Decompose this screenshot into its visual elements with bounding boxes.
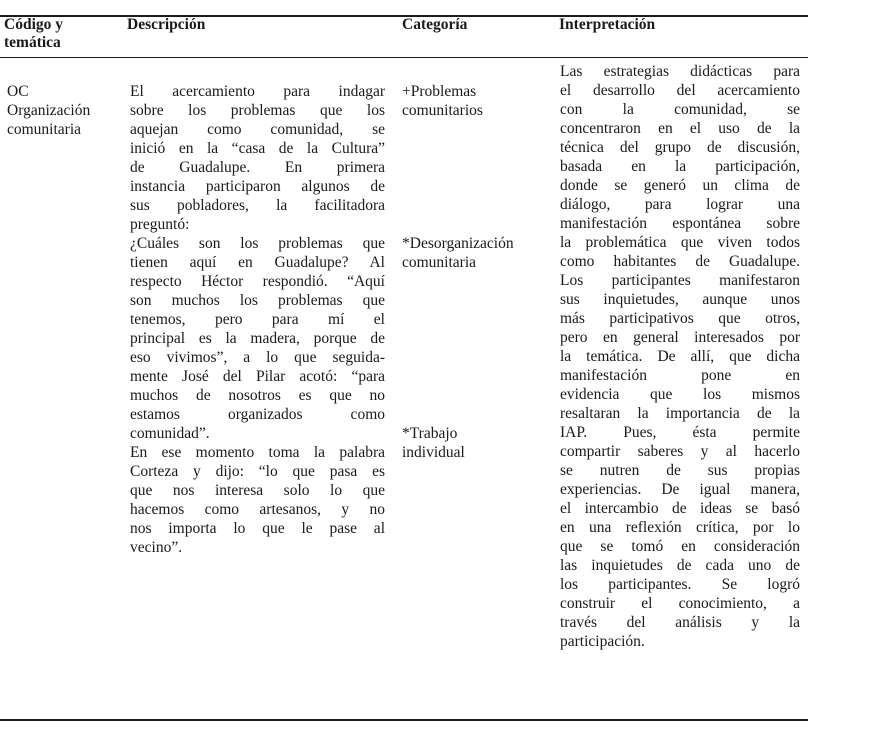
cell-codigo [7,82,122,139]
interpretacion-line: la problemática que viven todos [560,234,800,251]
categoria-line: +Problemas [402,83,477,100]
descripcion-line: comunidad”. [130,425,210,442]
descripcion-line: hacemos como artesanos, y no [130,501,385,518]
descripcion-line: inició en la “casa de la Cultura” [130,140,385,157]
interpretacion-line: que se tomó en consideración [560,538,800,555]
interpretacion-line: sus inquietudes, aunque unos [560,291,800,308]
interpretacion-line: concentraron en el uso de la [560,120,800,137]
interpretacion-line: diálogo, para lograr una [560,196,800,213]
categoria-item [402,82,562,120]
descripcion-line: El acercamiento para indagar [130,83,385,100]
header-interpretacion: Interpretación [559,16,656,33]
descripcion-line: tenemos, pero para mí el [130,311,385,328]
descripcion-line: sus pobladores, la facilitadora [130,197,385,214]
descripcion-line: eso vivimos”, a lo que seguida- [130,349,385,366]
interpretacion-line: las inquietudes de cada uno de [560,557,800,574]
interpretacion-line: los participantes. Se logró [560,576,800,593]
interpretacion-line: se nutren de sus propias [560,462,800,479]
descripcion-line: vecino”. [130,539,183,556]
interpretacion-line: Las estrategias didácticas para [560,63,800,80]
interpretacion-line: construir el conocimiento, a [560,595,800,612]
table-bottom-rule [0,719,808,721]
descripcion-line: tienen aquí en Guadalupe? Al [130,254,385,271]
interpretacion-line: en una reflexión crítica, por lo [560,519,800,536]
header-categoria: Categoría [402,16,468,33]
categoria-line: individual [402,444,465,461]
cell-descripcion [130,82,385,557]
interpretacion-line: manifestación espontánea sobre [560,215,800,232]
interpretacion-line: con la comunidad, se [560,101,800,118]
descripcion-line: de Guadalupe. En primera [130,159,385,176]
descripcion-line: En ese momento toma la palabra [130,444,385,461]
interpretacion-line: donde se generó un clima de [560,177,800,194]
descripcion-line: que nos interesa solo lo que [130,482,385,499]
descripcion-line: son muchos los problemas que [130,292,385,309]
interpretacion-line: la temática. De allí, que dicha [560,348,800,365]
interpretacion-line: resaltaran la importancia de la [560,405,800,422]
interpretacion-line: Los participantes manifestaron [560,272,800,289]
categoria-item [402,234,562,272]
interpretacion-line: técnica del grupo de discusión, [560,139,800,156]
cell-interpretacion [560,62,800,651]
codigo-line: Organización [7,102,91,119]
interpretacion-line: el desarrollo del acercamiento [560,82,800,99]
descripcion-line: Corteza y dijo: “lo que pasa es [130,463,385,480]
interpretacion-line: experiencias. De igual manera, [560,481,800,498]
interpretacion-line: basada en la participación, [560,158,800,175]
descripcion-line: aquejan como comunidad, se [130,121,385,138]
descripcion-line: respecto Héctor respondió. “Aquí [130,273,385,290]
interpretacion-line: pero en general interesados por [560,329,800,346]
descripcion-line: preguntó: [130,216,190,233]
descripcion-line: ¿Cuáles son los problemas que [130,235,385,252]
descripcion-line: sobre los problemas que los [130,102,385,119]
descripcion-line: instancia participaron algunos de [130,178,385,195]
interpretacion-line: compartir saberes y al hacerlo [560,443,800,460]
codigo-line: OC [7,83,29,100]
header-descripcion: Descripción [127,16,206,33]
interpretacion-line: IAP. Pues, ésta permite [560,424,800,441]
interpretacion-line: evidencia que los mismos [560,386,800,403]
categoria-line: *Desorganización [402,235,514,252]
header-codigo-tematica: Código y temática [4,16,63,51]
interpretacion-line: como habitantes de Guadalupe. [560,253,800,270]
categoria-line: comunitaria [402,254,477,271]
categoria-item [402,424,562,462]
interpretacion-line: través del análisis y la [560,614,800,631]
descripcion-line: muchos de nosotros es que no [130,387,385,404]
interpretacion-line: participación. [560,633,645,650]
categoria-line: comunitarios [402,102,483,119]
interpretacion-line: manifestación pone en [560,367,800,384]
descripcion-line: estamos organizados como [130,406,385,423]
interpretacion-line: más participativos que otros, [560,310,800,327]
descripcion-line: mente José del Pilar acotó: “para [130,368,385,385]
codigo-line: comunitaria [7,121,82,138]
table-header-rule [0,57,808,58]
descripcion-line: principal es la madera, porque de [130,330,385,347]
descripcion-line: nos importa lo que le pase al [130,520,385,537]
categoria-line: *Trabajo [402,425,458,442]
interpretacion-line: el intercambio de ideas se basó [560,500,800,517]
